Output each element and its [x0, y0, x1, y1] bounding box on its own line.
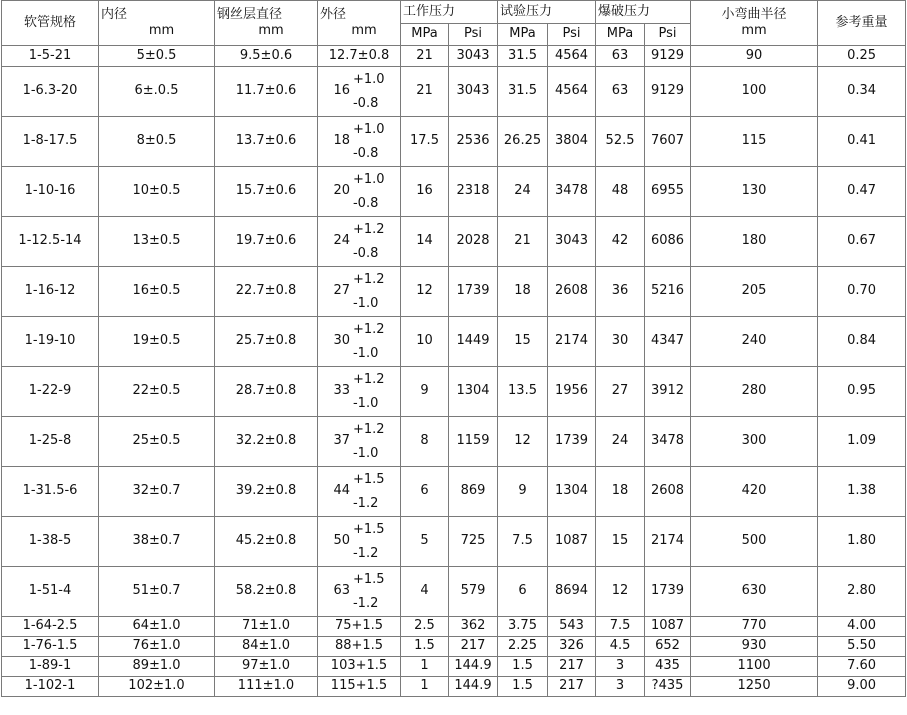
- table-row: [2, 317, 906, 367]
- od-tolerance: [353, 68, 385, 116]
- header-test-psi: Psi: [548, 24, 596, 46]
- cell-wire-diameter: 32.2±0.8: [215, 417, 318, 467]
- cell-working-mpa: 21: [401, 67, 449, 117]
- cell-burst-psi: ?435: [645, 677, 691, 697]
- od-value: 88+1.5: [334, 638, 384, 654]
- od-base: 63: [333, 583, 350, 599]
- cell-burst-psi: 4347: [645, 317, 691, 367]
- cell-spec: 1-89-1: [2, 657, 99, 677]
- cell-burst-mpa: 36: [596, 267, 645, 317]
- cell-spec: 1-6.3-20: [2, 67, 99, 117]
- cell-wire-diameter: 58.2±0.8: [215, 567, 318, 617]
- table-body: [2, 46, 906, 697]
- cell-inner-diameter: 22±0.5: [99, 367, 215, 417]
- header-working-psi: Psi: [449, 24, 498, 46]
- cell-test-psi: 2174: [548, 317, 596, 367]
- cell-working-psi: 2536: [449, 117, 498, 167]
- cell-working-psi: 579: [449, 567, 498, 617]
- cell-test-mpa: 2.25: [498, 637, 548, 657]
- cell-inner-diameter: 32±0.7: [99, 467, 215, 517]
- cell-working-psi: 2318: [449, 167, 498, 217]
- cell-bend-radius: 115: [691, 117, 818, 167]
- cell-outer-diameter: [318, 67, 401, 117]
- cell-burst-mpa: 42: [596, 217, 645, 267]
- cell-wire-diameter: 9.5±0.6: [215, 46, 318, 67]
- cell-outer-diameter: [318, 417, 401, 467]
- cell-wire-diameter: 22.7±0.8: [215, 267, 318, 317]
- od-tolerance-minus: -1.0: [352, 445, 379, 461]
- hose-spec-table: [1, 0, 906, 697]
- cell-test-mpa: 21: [498, 217, 548, 267]
- cell-bend-radius: 130: [691, 167, 818, 217]
- cell-bend-radius: 1250: [691, 677, 818, 697]
- cell-bend-radius: 1100: [691, 657, 818, 677]
- cell-working-mpa: 12: [401, 267, 449, 317]
- cell-wire-diameter: 97±1.0: [215, 657, 318, 677]
- cell-burst-psi: 2608: [645, 467, 691, 517]
- cell-test-psi: 543: [548, 617, 596, 637]
- cell-working-psi: 3043: [449, 67, 498, 117]
- cell-wire-diameter: 13.7±0.6: [215, 117, 318, 167]
- od-tolerance-minus: -0.8: [352, 145, 379, 161]
- cell-working-mpa: 1: [401, 677, 449, 697]
- od-base: 18: [333, 133, 350, 149]
- cell-inner-diameter: 5±0.5: [99, 46, 215, 67]
- cell-inner-diameter: 19±0.5: [99, 317, 215, 367]
- cell-spec: 1-16-12: [2, 267, 99, 317]
- table-row: [2, 217, 906, 267]
- cell-outer-diameter: [318, 317, 401, 367]
- od-value: 115+1.5: [330, 678, 388, 694]
- cell-inner-diameter: 64±1.0: [99, 617, 215, 637]
- cell-test-psi: 1739: [548, 417, 596, 467]
- cell-test-mpa: 15: [498, 317, 548, 367]
- cell-working-psi: 144.9: [449, 657, 498, 677]
- cell-working-psi: 217: [449, 637, 498, 657]
- od-tolerance-plus: +1.2: [352, 371, 385, 387]
- cell-test-mpa: 24: [498, 167, 548, 217]
- cell-weight: 4.00: [818, 617, 906, 637]
- od-tolerance-minus: -1.0: [352, 345, 379, 361]
- cell-working-mpa: 10: [401, 317, 449, 367]
- cell-burst-mpa: 18: [596, 467, 645, 517]
- cell-working-mpa: 16: [401, 167, 449, 217]
- od-value: 103+1.5: [330, 658, 388, 674]
- cell-outer-diameter: [318, 677, 401, 697]
- cell-working-psi: 144.9: [449, 677, 498, 697]
- cell-wire-diameter: 45.2±0.8: [215, 517, 318, 567]
- cell-test-mpa: 31.5: [498, 46, 548, 67]
- cell-working-psi: 1739: [449, 267, 498, 317]
- table-row: [2, 117, 906, 167]
- table-row: [2, 657, 906, 677]
- cell-outer-diameter: [318, 637, 401, 657]
- cell-outer-diameter: [318, 267, 401, 317]
- cell-wire-diameter: 28.7±0.8: [215, 367, 318, 417]
- cell-working-psi: 362: [449, 617, 498, 637]
- od-tolerance-minus: -0.8: [352, 245, 379, 261]
- cell-working-mpa: 21: [401, 46, 449, 67]
- cell-bend-radius: 205: [691, 267, 818, 317]
- cell-outer-diameter: [318, 617, 401, 637]
- od-base: 27: [333, 283, 350, 299]
- cell-test-psi: 326: [548, 637, 596, 657]
- od-base: 50: [333, 533, 350, 549]
- cell-weight: 2.80: [818, 567, 906, 617]
- cell-working-psi: 725: [449, 517, 498, 567]
- od-base: 16: [333, 83, 350, 99]
- cell-burst-psi: 6955: [645, 167, 691, 217]
- od-tolerance-minus: -0.8: [352, 195, 379, 211]
- cell-test-psi: 3804: [548, 117, 596, 167]
- cell-spec: 1-22-9: [2, 367, 99, 417]
- cell-inner-diameter: 6±.0.5: [99, 67, 215, 117]
- cell-burst-mpa: 30: [596, 317, 645, 367]
- cell-test-mpa: 6: [498, 567, 548, 617]
- cell-burst-psi: 5216: [645, 267, 691, 317]
- cell-weight: 9.00: [818, 677, 906, 697]
- cell-outer-diameter: [318, 167, 401, 217]
- cell-wire-diameter: 39.2±0.8: [215, 467, 318, 517]
- cell-test-psi: 217: [548, 657, 596, 677]
- table-row: [2, 46, 906, 67]
- cell-test-mpa: 31.5: [498, 67, 548, 117]
- cell-outer-diameter: [318, 217, 401, 267]
- od-tolerance: [353, 418, 385, 466]
- cell-test-mpa: 7.5: [498, 517, 548, 567]
- cell-test-mpa: 26.25: [498, 117, 548, 167]
- table-row: [2, 567, 906, 617]
- cell-weight: 1.38: [818, 467, 906, 517]
- cell-test-psi: 217: [548, 677, 596, 697]
- cell-wire-diameter: 25.7±0.8: [215, 317, 318, 367]
- cell-burst-psi: 9129: [645, 46, 691, 67]
- cell-spec: 1-51-4: [2, 567, 99, 617]
- cell-spec: 1-5-21: [2, 46, 99, 67]
- od-value: 75+1.5: [334, 618, 384, 634]
- od-tolerance: [353, 218, 385, 266]
- cell-working-mpa: 8: [401, 417, 449, 467]
- table-row: [2, 617, 906, 637]
- cell-inner-diameter: 76±1.0: [99, 637, 215, 657]
- cell-bend-radius: 180: [691, 217, 818, 267]
- cell-burst-mpa: 3: [596, 657, 645, 677]
- od-tolerance-plus: +1.5: [352, 571, 385, 587]
- cell-burst-psi: 2174: [645, 517, 691, 567]
- cell-test-psi: 3043: [548, 217, 596, 267]
- cell-working-mpa: 5: [401, 517, 449, 567]
- table-row: [2, 677, 906, 697]
- cell-spec: 1-102-1: [2, 677, 99, 697]
- cell-test-psi: 4564: [548, 67, 596, 117]
- cell-working-psi: 1449: [449, 317, 498, 367]
- cell-burst-mpa: 7.5: [596, 617, 645, 637]
- cell-burst-mpa: 63: [596, 46, 645, 67]
- od-tolerance: [353, 268, 385, 316]
- header-test-mpa: MPa: [498, 24, 548, 46]
- od-tolerance: [353, 468, 385, 516]
- cell-weight: 0.84: [818, 317, 906, 367]
- cell-working-psi: 1159: [449, 417, 498, 467]
- cell-spec: 1-19-10: [2, 317, 99, 367]
- cell-burst-mpa: 52.5: [596, 117, 645, 167]
- header-reference-weight: 参考重量: [818, 1, 906, 46]
- od-tolerance-plus: +1.0: [352, 171, 385, 187]
- cell-weight: 0.67: [818, 217, 906, 267]
- header-inner-diameter: 内径 mm: [99, 1, 215, 46]
- cell-bend-radius: 630: [691, 567, 818, 617]
- cell-burst-mpa: 15: [596, 517, 645, 567]
- cell-outer-diameter: [318, 46, 401, 67]
- cell-working-mpa: 6: [401, 467, 449, 517]
- cell-weight: 0.41: [818, 117, 906, 167]
- od-tolerance: [353, 118, 385, 166]
- cell-inner-diameter: 25±0.5: [99, 417, 215, 467]
- cell-burst-psi: 652: [645, 637, 691, 657]
- cell-spec: 1-12.5-14: [2, 217, 99, 267]
- od-tolerance-plus: +1.2: [352, 421, 385, 437]
- cell-test-mpa: 18: [498, 267, 548, 317]
- cell-bend-radius: 500: [691, 517, 818, 567]
- cell-working-mpa: 9: [401, 367, 449, 417]
- cell-spec: 1-38-5: [2, 517, 99, 567]
- cell-weight: 1.09: [818, 417, 906, 467]
- od-tolerance: [353, 318, 385, 366]
- table-row: [2, 67, 906, 117]
- cell-burst-mpa: 48: [596, 167, 645, 217]
- cell-working-psi: 1304: [449, 367, 498, 417]
- od-tolerance-plus: +1.2: [352, 221, 385, 237]
- cell-working-mpa: 17.5: [401, 117, 449, 167]
- cell-burst-mpa: 12: [596, 567, 645, 617]
- header-min-bend-radius: 小弯曲半径 mm: [691, 1, 818, 46]
- cell-burst-mpa: 24: [596, 417, 645, 467]
- od-tolerance-minus: -1.0: [352, 295, 379, 311]
- cell-spec: 1-8-17.5: [2, 117, 99, 167]
- table-row: [2, 467, 906, 517]
- od-tolerance-minus: -1.2: [352, 495, 379, 511]
- cell-outer-diameter: [318, 657, 401, 677]
- table-row: [2, 637, 906, 657]
- od-tolerance-plus: +1.5: [352, 471, 385, 487]
- cell-inner-diameter: 89±1.0: [99, 657, 215, 677]
- cell-test-mpa: 1.5: [498, 677, 548, 697]
- od-tolerance-plus: +1.2: [352, 321, 385, 337]
- cell-bend-radius: 770: [691, 617, 818, 637]
- table-row: [2, 167, 906, 217]
- header-working-pressure: 工作压力: [401, 1, 498, 24]
- cell-test-psi: 1087: [548, 517, 596, 567]
- cell-outer-diameter: [318, 567, 401, 617]
- od-tolerance-plus: +1.0: [352, 121, 385, 137]
- table-row: [2, 517, 906, 567]
- cell-inner-diameter: 10±0.5: [99, 167, 215, 217]
- header-burst-mpa: MPa: [596, 24, 645, 46]
- cell-weight: 0.70: [818, 267, 906, 317]
- cell-bend-radius: 930: [691, 637, 818, 657]
- cell-weight: 0.95: [818, 367, 906, 417]
- cell-test-psi: 1956: [548, 367, 596, 417]
- cell-outer-diameter: [318, 517, 401, 567]
- cell-burst-psi: 7607: [645, 117, 691, 167]
- cell-burst-mpa: 4.5: [596, 637, 645, 657]
- cell-bend-radius: 100: [691, 67, 818, 117]
- cell-outer-diameter: [318, 117, 401, 167]
- header-burst-psi: Psi: [645, 24, 691, 46]
- cell-bend-radius: 420: [691, 467, 818, 517]
- cell-bend-radius: 300: [691, 417, 818, 467]
- od-tolerance-plus: +1.0: [352, 71, 385, 87]
- od-base: 44: [333, 483, 350, 499]
- od-tolerance-minus: -1.2: [352, 595, 379, 611]
- cell-test-mpa: 13.5: [498, 367, 548, 417]
- cell-test-mpa: 1.5: [498, 657, 548, 677]
- od-value: 12.7±0.8: [328, 47, 390, 63]
- cell-burst-psi: 6086: [645, 217, 691, 267]
- cell-wire-diameter: 84±1.0: [215, 637, 318, 657]
- cell-working-psi: 2028: [449, 217, 498, 267]
- table-row: [2, 267, 906, 317]
- header-spec: 软管规格: [2, 1, 99, 46]
- cell-outer-diameter: [318, 367, 401, 417]
- cell-weight: 1.80: [818, 517, 906, 567]
- cell-wire-diameter: 11.7±0.6: [215, 67, 318, 117]
- header-test-pressure: 试验压力: [498, 1, 596, 24]
- cell-weight: 7.60: [818, 657, 906, 677]
- od-tolerance-minus: -1.0: [352, 395, 379, 411]
- cell-outer-diameter: [318, 467, 401, 517]
- od-tolerance-plus: +1.2: [352, 271, 385, 287]
- cell-wire-diameter: 71±1.0: [215, 617, 318, 637]
- cell-test-mpa: 9: [498, 467, 548, 517]
- od-tolerance-minus: -1.2: [352, 545, 379, 561]
- od-tolerance-minus: -0.8: [352, 95, 379, 111]
- cell-inner-diameter: 38±0.7: [99, 517, 215, 567]
- cell-spec: 1-64-2.5: [2, 617, 99, 637]
- cell-burst-mpa: 63: [596, 67, 645, 117]
- cell-inner-diameter: 102±1.0: [99, 677, 215, 697]
- cell-inner-diameter: 8±0.5: [99, 117, 215, 167]
- cell-inner-diameter: 13±0.5: [99, 217, 215, 267]
- cell-bend-radius: 90: [691, 46, 818, 67]
- cell-inner-diameter: 51±0.7: [99, 567, 215, 617]
- cell-burst-psi: 1087: [645, 617, 691, 637]
- cell-test-psi: 8694: [548, 567, 596, 617]
- od-base: 24: [333, 233, 350, 249]
- cell-burst-psi: 435: [645, 657, 691, 677]
- cell-inner-diameter: 16±0.5: [99, 267, 215, 317]
- cell-test-psi: 3478: [548, 167, 596, 217]
- cell-burst-psi: 3478: [645, 417, 691, 467]
- cell-working-mpa: 1.5: [401, 637, 449, 657]
- od-base: 20: [333, 183, 350, 199]
- cell-wire-diameter: 15.7±0.6: [215, 167, 318, 217]
- cell-wire-diameter: 19.7±0.6: [215, 217, 318, 267]
- cell-test-psi: 2608: [548, 267, 596, 317]
- cell-test-mpa: 12: [498, 417, 548, 467]
- od-tolerance: [353, 518, 385, 566]
- cell-wire-diameter: 111±1.0: [215, 677, 318, 697]
- cell-working-mpa: 2.5: [401, 617, 449, 637]
- od-tolerance: [353, 368, 385, 416]
- cell-working-mpa: 14: [401, 217, 449, 267]
- od-base: 30: [333, 333, 350, 349]
- cell-bend-radius: 240: [691, 317, 818, 367]
- od-tolerance: [353, 168, 385, 216]
- cell-working-psi: 869: [449, 467, 498, 517]
- cell-working-mpa: 4: [401, 567, 449, 617]
- table-row: [2, 417, 906, 467]
- cell-spec: 1-76-1.5: [2, 637, 99, 657]
- cell-burst-psi: 3912: [645, 367, 691, 417]
- cell-bend-radius: 280: [691, 367, 818, 417]
- cell-spec: 1-10-16: [2, 167, 99, 217]
- cell-test-mpa: 3.75: [498, 617, 548, 637]
- od-base: 37: [333, 433, 350, 449]
- cell-weight: 0.47: [818, 167, 906, 217]
- cell-test-psi: 4564: [548, 46, 596, 67]
- cell-working-mpa: 1: [401, 657, 449, 677]
- cell-burst-mpa: 27: [596, 367, 645, 417]
- cell-test-psi: 1304: [548, 467, 596, 517]
- cell-burst-psi: 1739: [645, 567, 691, 617]
- cell-working-psi: 3043: [449, 46, 498, 67]
- od-tolerance-plus: +1.5: [352, 521, 385, 537]
- cell-spec: 1-31.5-6: [2, 467, 99, 517]
- header-burst-pressure: 爆破压力: [596, 1, 691, 24]
- cell-weight: 0.34: [818, 67, 906, 117]
- od-tolerance: [353, 568, 385, 616]
- header-working-mpa: MPa: [401, 24, 449, 46]
- od-base: 33: [333, 383, 350, 399]
- cell-burst-mpa: 3: [596, 677, 645, 697]
- header-outer-diameter: 外径 mm: [318, 1, 401, 46]
- cell-weight: 5.50: [818, 637, 906, 657]
- cell-spec: 1-25-8: [2, 417, 99, 467]
- cell-burst-psi: 9129: [645, 67, 691, 117]
- cell-weight: 0.25: [818, 46, 906, 67]
- table-row: [2, 367, 906, 417]
- header-wire-layer-diameter: 钢丝层直径 mm: [215, 1, 318, 46]
